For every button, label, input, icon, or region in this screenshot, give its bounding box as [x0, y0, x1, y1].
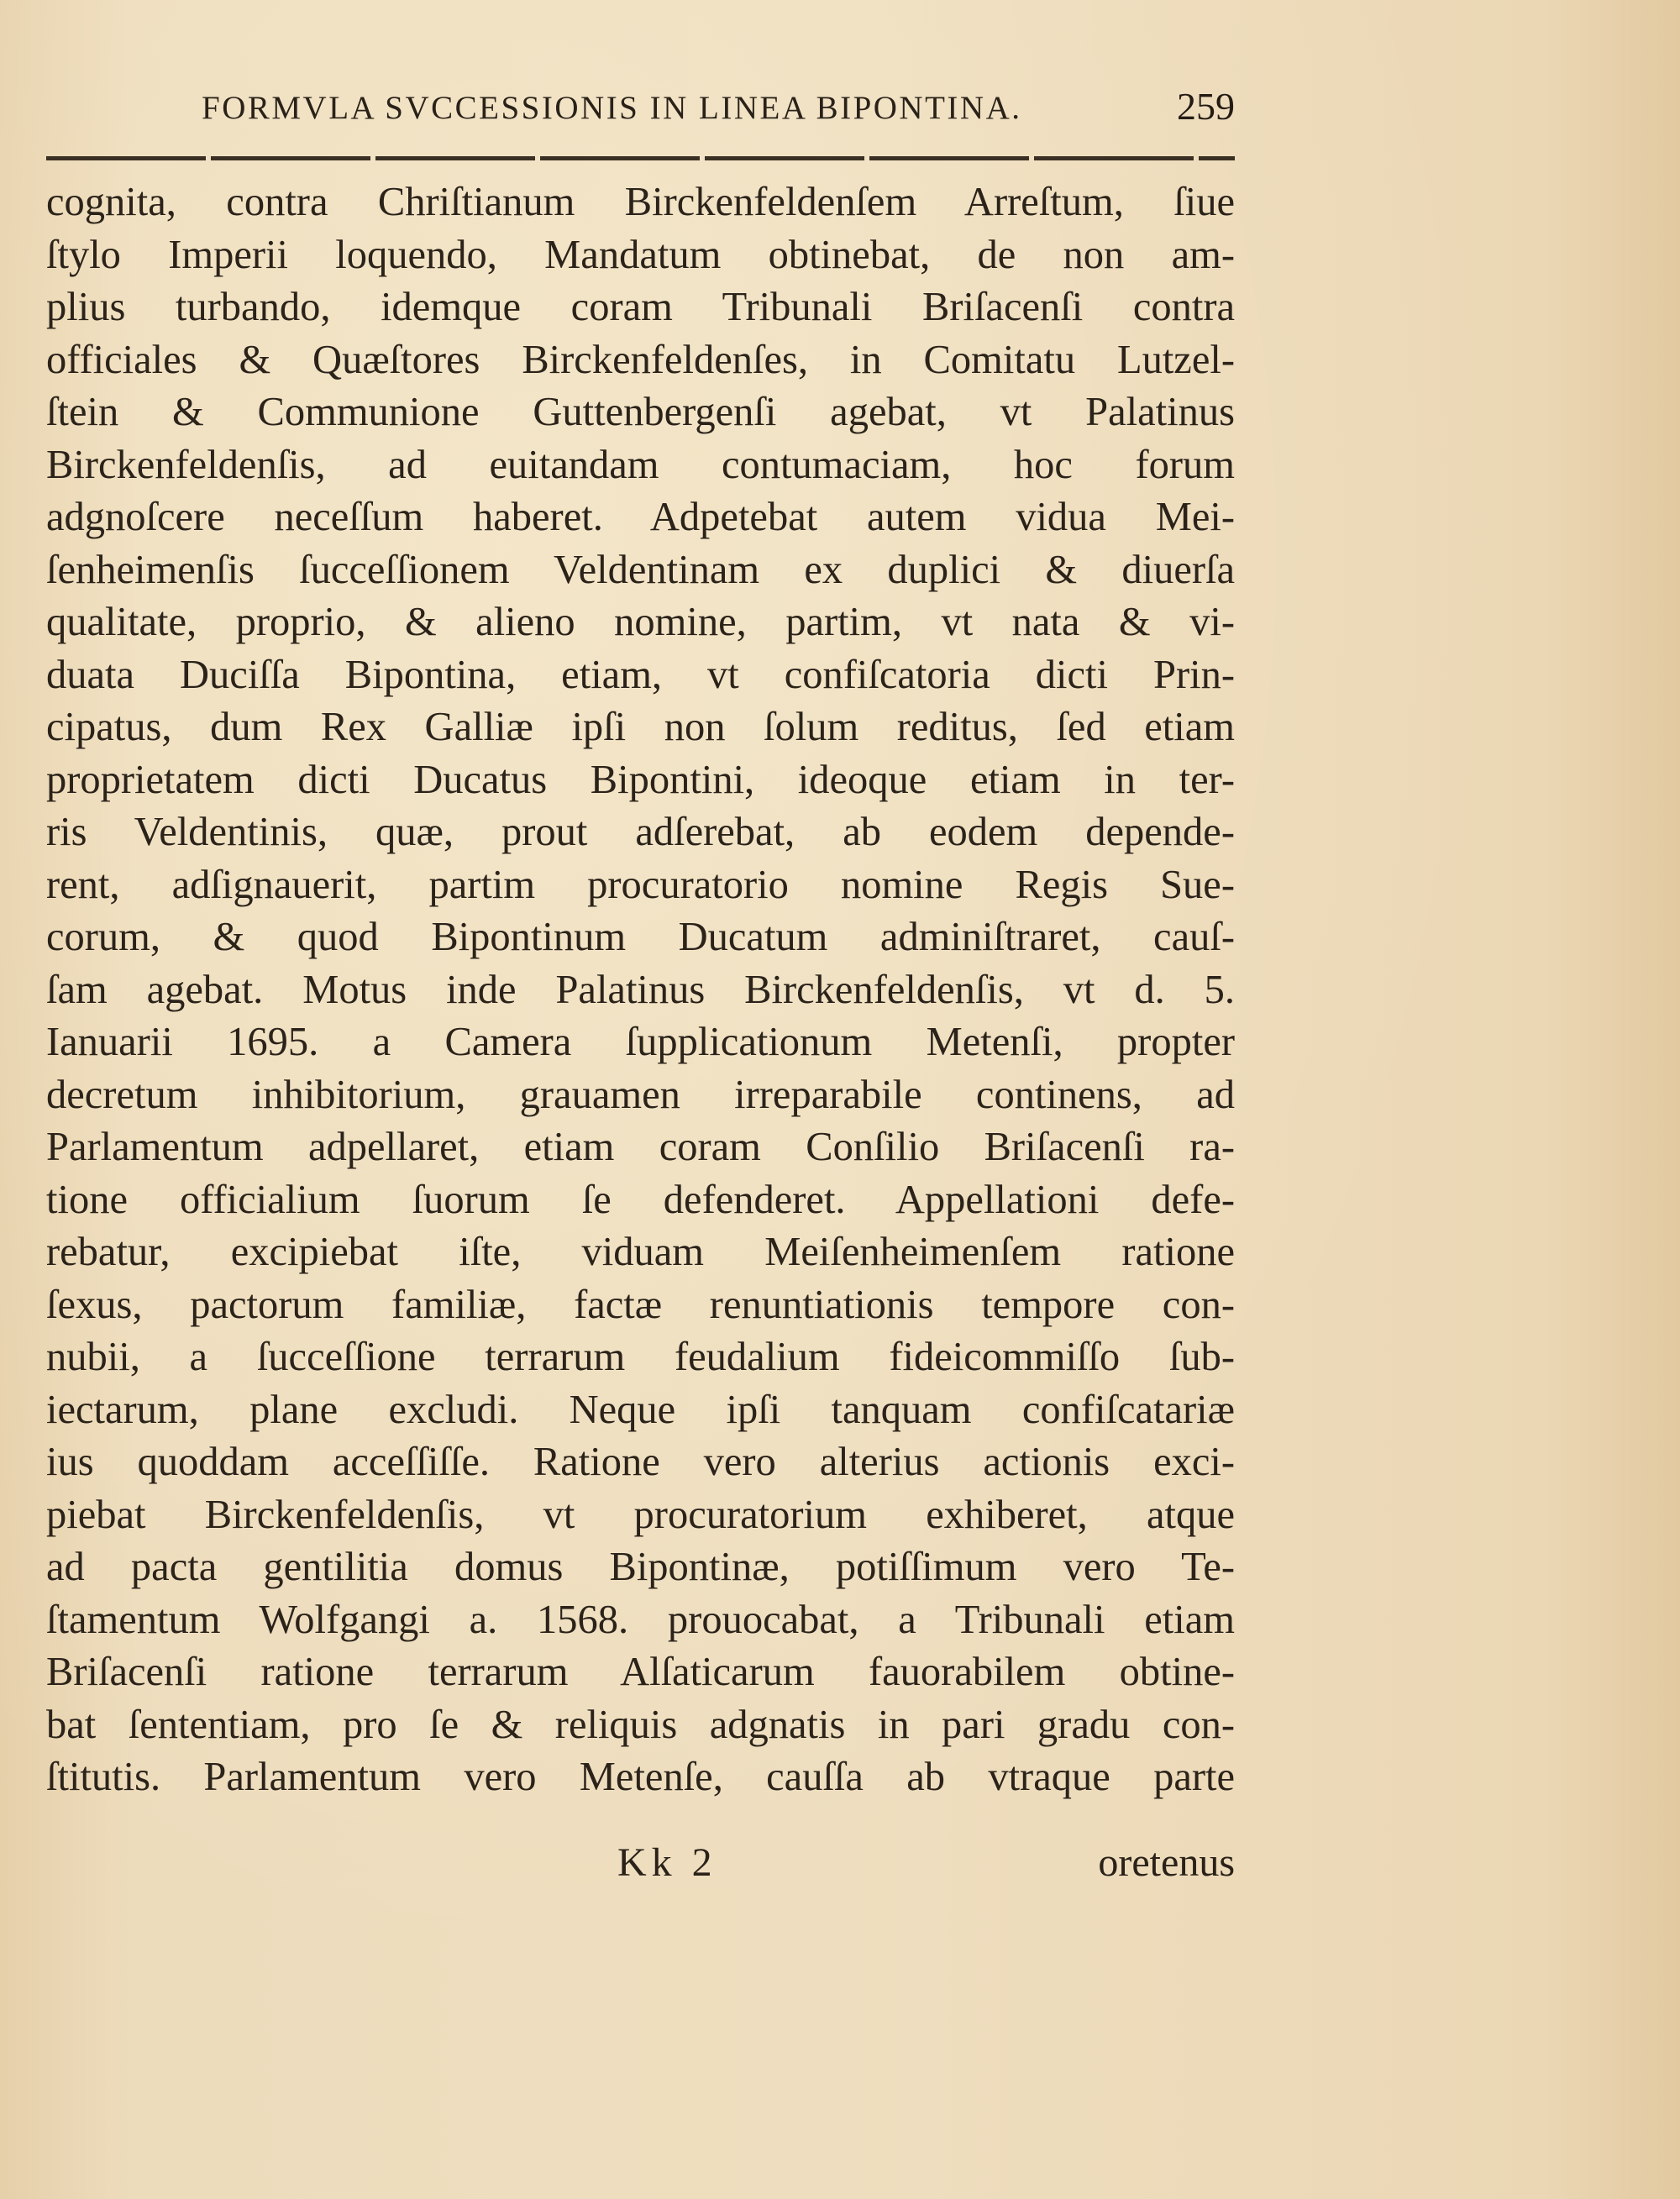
text-line: ſexus, pactorum familiæ, factæ renuntiationis tempore con- — [46, 1282, 1235, 1327]
text-line: iectarum, plane excludi. Neque ipſi tanquam confiſcatariæ — [46, 1387, 1235, 1432]
text-line: Ianuarii 1695. a Camera ſupplicationum Metenſi, propter — [46, 1020, 1235, 1064]
text-line: cognita, contra Chriſtianum Birckenfeldenſem Arreſtum, ſiue — [46, 180, 1235, 224]
text-line: adgnoſcere neceſſum haberet. Adpetebat autem vidua Mei- — [46, 495, 1235, 539]
text-line: ſtitutis. Parlamentum vero Metenſe, cauſſa ab vtraque parte — [46, 1755, 1235, 1799]
text-line: Parlamentum adpellaret, etiam coram Conſilio Briſacenſi ra- — [46, 1125, 1235, 1169]
text-line: ad pacta gentilitia domus Bipontinæ, potiſſimum vero Te- — [46, 1545, 1235, 1589]
signature-mark: Kk 2 — [617, 1840, 717, 1885]
header-rule — [46, 156, 1235, 160]
text-line: ris Veldentinis, quæ, prout adſerebat, ab eodem depende- — [46, 810, 1235, 854]
page-header — [202, 84, 1235, 134]
text-line: plius turbando, idemque coram Tribunali Briſacenſi contra — [46, 285, 1235, 329]
page-number: 259 — [1177, 85, 1235, 128]
body-text — [46, 176, 1235, 1804]
text-line: rent, adſignauerit, partim procuratorio nomine Regis Sue- — [46, 862, 1235, 907]
text-line: decretum inhibitorium, grauamen irreparabile continens, ad — [46, 1072, 1235, 1117]
text-line: tione officialium ſuorum ſe defenderet. Appellationi defe- — [46, 1177, 1235, 1222]
text-line: bat ſententiam, pro ſe & reliquis adgnatis in pari gradu con- — [46, 1702, 1235, 1747]
text-line: Birckenfeldenſis, ad euitandam contumaciam, hoc forum — [46, 442, 1235, 487]
text-line: corum, & quod Bipontinum Ducatum adminiſtraret, cauſ- — [46, 915, 1235, 959]
text-line: ius quoddam acceſſiſſe. Ratione vero alterius actionis exci- — [46, 1440, 1235, 1484]
text-line: duata Duciſſa Bipontina, etiam, vt confiſcatoria dicti Prin- — [46, 652, 1235, 697]
text-line: officiales & Quæſtores Birckenfeldenſes, in Comitatu Lutzel- — [46, 337, 1235, 382]
text-line: cipatus, dum Rex Galliæ ipſi non ſolum reditus, ſed etiam — [46, 705, 1235, 749]
text-line: ſtein & Communione Guttenbergenſi agebat, vt Palatinus — [46, 390, 1235, 434]
text-line: rebatur, excipiebat iſte, viduam Meiſenheimenſem ratione — [46, 1230, 1235, 1274]
page-footer — [0, 1839, 1680, 1898]
text-line: ſam agebat. Motus inde Palatinus Birckenfeldenſis, vt d. 5. — [46, 967, 1235, 1012]
text-line: ſtylo Imperii loquendo, Mandatum obtinebat, de non am- — [46, 232, 1235, 277]
running-title: FORMVLA SVCCESSIONIS IN LINEA BIPONTINA. — [202, 90, 1022, 126]
text-line: ſtamentum Wolfgangi a. 1568. prouocabat, a Tribunali etiam — [46, 1597, 1235, 1642]
text-line: nubii, a ſucceſſione terrarum feudalium fideicommiſſo ſub- — [46, 1335, 1235, 1379]
catchword: oretenus — [1098, 1840, 1235, 1885]
text-line: ſenheimenſis ſucceſſionem Veldentinam ex duplici & diuerſa — [46, 547, 1235, 592]
text-line: proprietatem dicti Ducatus Bipontini, ideoque etiam in ter- — [46, 757, 1235, 802]
text-line: Briſacenſi ratione terrarum Alſaticarum fauorabilem obtine- — [46, 1650, 1235, 1694]
text-line: piebat Birckenfeldenſis, vt procuratorium exhiberet, atque — [46, 1492, 1235, 1537]
text-line: qualitate, proprio, & alieno nomine, partim, vt nata & vi- — [46, 600, 1235, 644]
